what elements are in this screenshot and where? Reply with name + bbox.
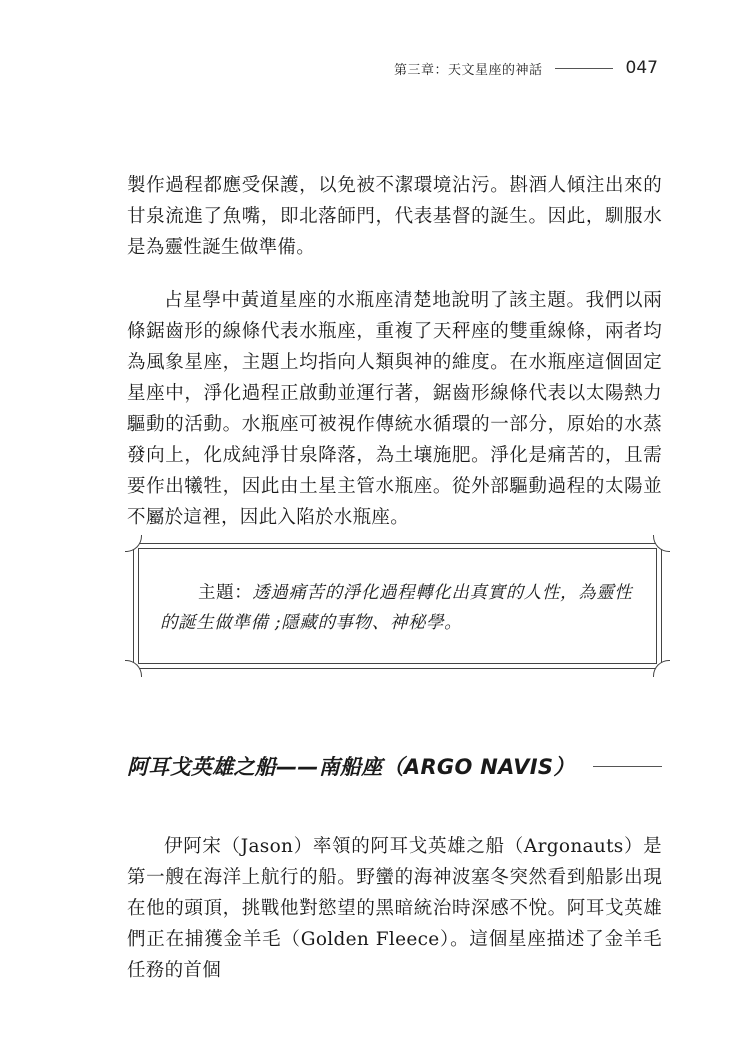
section-title: 阿耳戈英雄之船——南船座（ARGO NAVIS） xyxy=(127,755,575,779)
chapter-title: 第三章：天文星座的神話 xyxy=(394,62,543,78)
frame-corner xyxy=(653,660,670,677)
paragraph-1: 製作過程都應受保護，以免被不潔環境沾污。斟酒人傾注出來的甘泉流進了魚嘴，即北落師門，代表基督的誕生。因此，馴服水是為靈性誕生做準備。 xyxy=(127,175,662,258)
paragraph-3: 伊阿宋（Jason）率領的阿耳戈英雄之船（Argonauts）是第一艘在海洋上航行的船。野蠻的海神波塞冬突然看到船影出現在他的頭頂，挑戰他對慾望的黑暗統治時深感不悅。阿耳戈英雄們正在捕獲金羊毛（Golden Fleece）。這個星座描述了金羊毛任務的首個 xyxy=(127,836,662,981)
running-header xyxy=(394,58,658,78)
header-rule xyxy=(555,68,613,69)
theme-label: 主題： xyxy=(198,583,253,603)
theme-body: 透過痛苦的淨化過程轉化出真實的人性，為靈性的誕生做準備 ;隱藏的事物、神秘學。 xyxy=(160,583,633,633)
page-number: 047 xyxy=(625,58,658,78)
frame-corner xyxy=(653,535,670,552)
theme-box xyxy=(133,543,662,669)
paragraph-2: 占星學中黃道星座的水瓶座清楚地說明了該主題。我們以兩條鋸齒形的線條代表水瓶座，重複了天秤座的雙重線條，兩者均為風象星座，主題上均指向人類與神的維度。在水瓶座這個固定星座中，淨化過程正啟動並運行著，鋸齒形線條代表以太陽熱力驅動的活動。水瓶座可被視作傳統水循環的一部分，原始的水蒸發向上，化成純淨甘泉降落，為土壤施肥。淨化是痛苦的，且需要作出犧牲，因此由土星主管水瓶座。從外部驅動過程的太陽並不屬於這裡，因此入陷於水瓶座。 xyxy=(127,290,662,528)
frame-corner xyxy=(125,660,142,677)
theme-text xyxy=(160,578,633,638)
section-rule xyxy=(593,766,662,767)
section-heading xyxy=(127,751,662,781)
